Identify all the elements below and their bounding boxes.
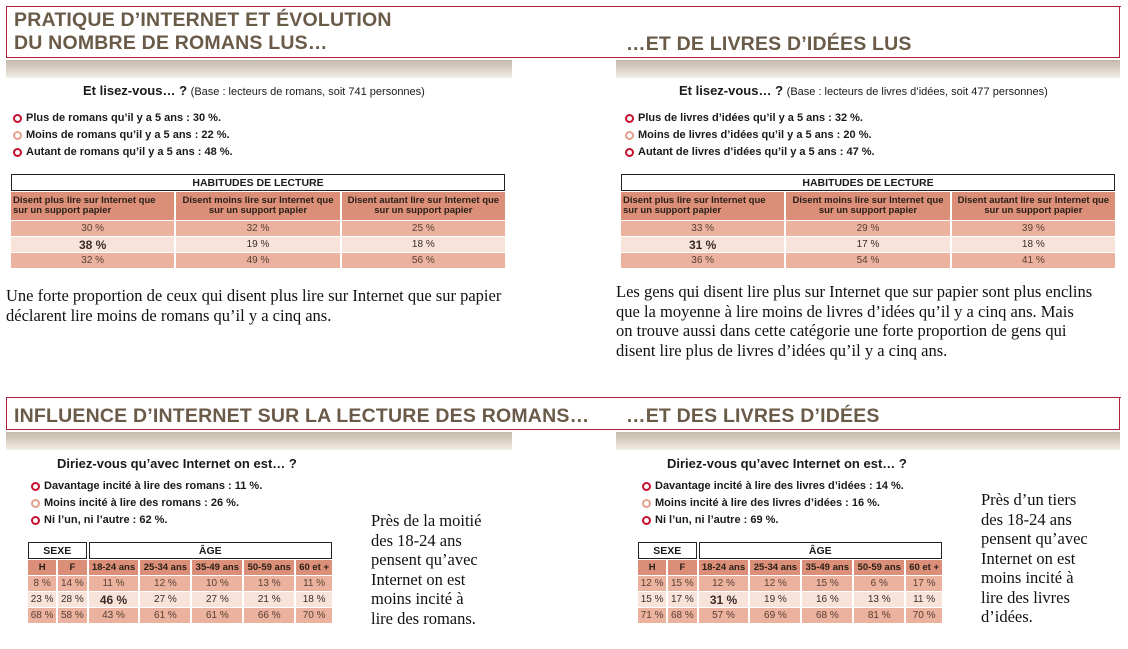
bullet-text: Davantage incité à lire des livres d’idées : 14 %. (655, 480, 904, 492)
comment-line: Près de la moitié (371, 511, 482, 530)
top-left-band (6, 60, 512, 78)
bullet-item (13, 144, 233, 161)
column-header: H (28, 560, 56, 575)
table-cell: 32 % (176, 221, 339, 236)
table-cell: 33 % (621, 221, 784, 236)
table-cell: 61 % (192, 608, 242, 623)
bottom-left-heading: INFLUENCE D’INTERNET SUR LA LECTURE DES ROMANS… (14, 405, 590, 427)
table-cell: 19 % (750, 592, 800, 607)
top-left-question (83, 83, 425, 98)
table-cell: 21 % (244, 592, 294, 607)
column-header: 60 et + (906, 560, 942, 575)
table-cell: 12 % (750, 576, 800, 591)
comment-line: Près d’un tiers (981, 490, 1077, 509)
table-caption: HABITUDES DE LECTURE (621, 174, 1115, 191)
column-header: H (638, 560, 666, 575)
bottom-left-comment (371, 511, 511, 628)
table-cell: 29 % (786, 221, 949, 236)
column-header: Disent moins lire sur Internet que sur un support papier (786, 192, 949, 220)
column-header: F (58, 560, 86, 575)
sexe-header: SEXE (638, 542, 697, 559)
bullet-text: Moins incité à lire des livres d’idées : 16 %. (655, 497, 880, 509)
top-left-table (9, 173, 507, 269)
bottom-right-heading: …ET DES LIVRES D’IDÉES (626, 405, 880, 427)
comment-line: des 18-24 ans (981, 509, 1072, 529)
table-cell: 66 % (244, 608, 294, 623)
table-cell: 36 % (621, 253, 784, 268)
table-row (28, 592, 332, 607)
table-row (621, 237, 1115, 252)
bottom-right-question: Diriez-vous qu’avec Internet on est… ? (667, 456, 907, 471)
table-cell: 12 % (140, 576, 190, 591)
table-cell: 41 % (952, 253, 1115, 268)
bullet-dot-icon (13, 131, 22, 140)
bullet-dot-icon (642, 516, 651, 525)
table-cell: 19 % (176, 237, 339, 252)
column-header: Disent moins lire sur Internet que sur un support papier (176, 192, 339, 220)
table-row (638, 608, 942, 623)
table-row (11, 253, 505, 268)
bullet-text: Davantage incité à lire des romans : 11 %. (44, 480, 263, 492)
table-cell: 23 % (28, 592, 56, 607)
bullet-dot-icon (31, 482, 40, 491)
top-right-bullets (625, 110, 875, 161)
bullet-dot-icon (625, 114, 634, 123)
table-cell: 39 % (952, 221, 1115, 236)
table-cell: 70 % (906, 608, 942, 623)
comment-line: Internet on est (371, 569, 466, 589)
table-caption: HABITUDES DE LECTURE (11, 174, 505, 191)
comment-line: pensent qu’avec (371, 550, 478, 569)
table-cell: 56 % (342, 253, 505, 268)
table-cell: 31 % (699, 592, 749, 607)
table-cell: 10 % (192, 576, 242, 591)
bullet-text: Plus de livres d’idées qu’il y a 5 ans : 32 %. (638, 112, 863, 124)
top-left-heading-line2: DU NOMBRE DE ROMANS LUS… (14, 32, 328, 54)
bullet-dot-icon (13, 148, 22, 157)
top-right-comment: Les gens qui disent lire plus sur Internet que sur papier sont plus enclins que la moyenne à lire moins de livres d’idées qu’il y a cinq ans. Mais on trouve aussi dans cette catégorie une forte proportion de gens qui disent lire plus de livres d’idées qu’il y a cinq ans. (616, 282, 1093, 360)
table-cell: 27 % (192, 592, 242, 607)
comment-line: moins incité à (981, 568, 1074, 587)
bottom-right-comment (981, 490, 1111, 627)
table-cell: 12 % (699, 576, 749, 591)
column-header: 35-49 ans (802, 560, 852, 575)
comment-line: lire des romans. (371, 608, 476, 628)
table-cell: 18 % (952, 237, 1115, 252)
column-header: 18-24 ans (699, 560, 749, 575)
comment-line: des 18-24 ans (371, 530, 462, 550)
table-cell: 57 % (699, 608, 749, 623)
bullet-text: Ni l’un, ni l’autre : 69 %. (655, 514, 779, 526)
table-cell: 69 % (750, 608, 800, 623)
column-header: Disent plus lire sur Internet que sur un support papier (11, 192, 174, 220)
comment-line: lire des livres (981, 587, 1070, 607)
table-cell: 6 % (854, 576, 904, 591)
bullet-item (13, 110, 233, 127)
column-header: 18-24 ans (89, 560, 139, 575)
table-cell: 61 % (140, 608, 190, 623)
table-cell: 15 % (668, 576, 696, 591)
table-cell: 18 % (342, 237, 505, 252)
bullet-text: Ni l’un, ni l’autre : 62 %. (44, 514, 168, 526)
table-cell: 30 % (11, 221, 174, 236)
bottom-right-table (636, 541, 944, 624)
table-row (11, 221, 505, 236)
bullet-item (31, 512, 262, 529)
bullet-item (13, 127, 233, 144)
table-cell: 18 % (296, 592, 332, 607)
bullet-dot-icon (31, 499, 40, 508)
table-row (11, 237, 505, 252)
table-cell: 46 % (89, 592, 139, 607)
table-cell: 43 % (89, 608, 139, 623)
question-base: (Base : lecteurs de livres d’idées, soit 477 personnes) (786, 86, 1048, 98)
age-header: ÂGE (89, 542, 332, 559)
age-header: ÂGE (699, 542, 942, 559)
table-cell: 68 % (802, 608, 852, 623)
bottom-left-band (6, 432, 512, 450)
comment-line: moins incité à (371, 589, 464, 608)
top-right-band (616, 60, 1120, 78)
bullet-dot-icon (31, 516, 40, 525)
table-cell: 17 % (786, 237, 949, 252)
table-cell: 28 % (58, 592, 86, 607)
question-base: (Base : lecteurs de romans, soit 741 personnes) (190, 86, 425, 98)
table-cell: 71 % (638, 608, 666, 623)
bottom-left-bullets (31, 478, 262, 529)
bullet-dot-icon (13, 114, 22, 123)
column-header: 50-59 ans (244, 560, 294, 575)
bullet-dot-icon (625, 148, 634, 157)
column-header: 25-34 ans (750, 560, 800, 575)
table-cell: 13 % (854, 592, 904, 607)
top-right-question (679, 83, 1048, 98)
column-header: F (668, 560, 696, 575)
top-left-comment: Une forte proportion de ceux qui disent plus lire sur Internet que sur papier déclarent lire moins de romans qu’il y a cinq ans. (6, 286, 502, 325)
table-row (621, 253, 1115, 268)
table-cell: 11 % (296, 576, 332, 591)
table-cell: 70 % (296, 608, 332, 623)
table-cell: 17 % (668, 592, 696, 607)
table-cell: 16 % (802, 592, 852, 607)
column-header: 35-49 ans (192, 560, 242, 575)
bullet-item (31, 495, 262, 512)
bullet-item (31, 478, 262, 495)
table-cell: 13 % (244, 576, 294, 591)
comment-line: pensent qu’avec (981, 529, 1088, 548)
column-header: 60 et + (296, 560, 332, 575)
bullet-dot-icon (625, 131, 634, 140)
table-cell: 12 % (638, 576, 666, 591)
bullet-text: Plus de romans qu’il y a 5 ans : 30 %. (26, 112, 222, 124)
bottom-right-bullets (642, 478, 904, 529)
bullet-item (625, 144, 875, 161)
comment-line: d’idées. (981, 607, 1033, 626)
column-header: Disent autant lire sur Internet que sur un support papier (952, 192, 1115, 220)
bullet-text: Moins de livres d’idées qu’il y a 5 ans : 20 %. (638, 129, 872, 141)
top-left-heading-line1: PRATIQUE D’INTERNET ET ÉVOLUTION (14, 9, 392, 31)
bottom-left-question: Diriez-vous qu’avec Internet on est… ? (57, 456, 297, 471)
column-header: 25-34 ans (140, 560, 190, 575)
bullet-item (625, 110, 875, 127)
table-cell: 14 % (58, 576, 86, 591)
bullet-item (642, 495, 904, 512)
bottom-right-band (616, 432, 1120, 450)
table-row (28, 608, 332, 623)
table-cell: 68 % (668, 608, 696, 623)
top-right-heading: …ET DE LIVRES D’IDÉES LUS (626, 33, 912, 55)
column-header: 50-59 ans (854, 560, 904, 575)
bullet-text: Moins incité à lire des romans : 26 %. (44, 497, 240, 509)
bullet-dot-icon (642, 499, 651, 508)
comment-line: Internet on est (981, 548, 1076, 568)
question-text: Et lisez-vous… ? (679, 83, 784, 98)
table-cell: 81 % (854, 608, 904, 623)
table-cell: 17 % (906, 576, 942, 591)
bottom-left-table (26, 541, 334, 624)
table-cell: 58 % (58, 608, 86, 623)
table-row (28, 576, 332, 591)
table-cell: 49 % (176, 253, 339, 268)
table-cell: 15 % (802, 576, 852, 591)
table-row (621, 221, 1115, 236)
bullet-item (642, 512, 904, 529)
sexe-header: SEXE (28, 542, 87, 559)
table-cell: 27 % (140, 592, 190, 607)
table-row (638, 592, 942, 607)
table-cell: 15 % (638, 592, 666, 607)
bullet-text: Autant de romans qu’il y a 5 ans : 48 %. (26, 146, 233, 158)
table-cell: 25 % (342, 221, 505, 236)
question-text: Et lisez-vous… ? (83, 83, 188, 98)
column-header: Disent autant lire sur Internet que sur un support papier (342, 192, 505, 220)
table-cell: 54 % (786, 253, 949, 268)
table-cell: 38 % (11, 237, 174, 252)
top-left-heading (14, 9, 392, 55)
table-row (638, 576, 942, 591)
table-cell: 11 % (89, 576, 139, 591)
bullet-dot-icon (642, 482, 651, 491)
bullet-text: Moins de romans qu’il y a 5 ans : 22 %. (26, 129, 230, 141)
top-right-table (619, 173, 1117, 269)
table-cell: 8 % (28, 576, 56, 591)
table-cell: 68 % (28, 608, 56, 623)
bullet-text: Autant de livres d’idées qu’il y a 5 ans : 47 %. (638, 146, 875, 158)
column-header: Disent plus lire sur Internet que sur un support papier (621, 192, 784, 220)
table-cell: 11 % (906, 592, 942, 607)
top-left-bullets (13, 110, 233, 161)
bullet-item (625, 127, 875, 144)
table-cell: 32 % (11, 253, 174, 268)
table-cell: 31 % (621, 237, 784, 252)
bullet-item (642, 478, 904, 495)
